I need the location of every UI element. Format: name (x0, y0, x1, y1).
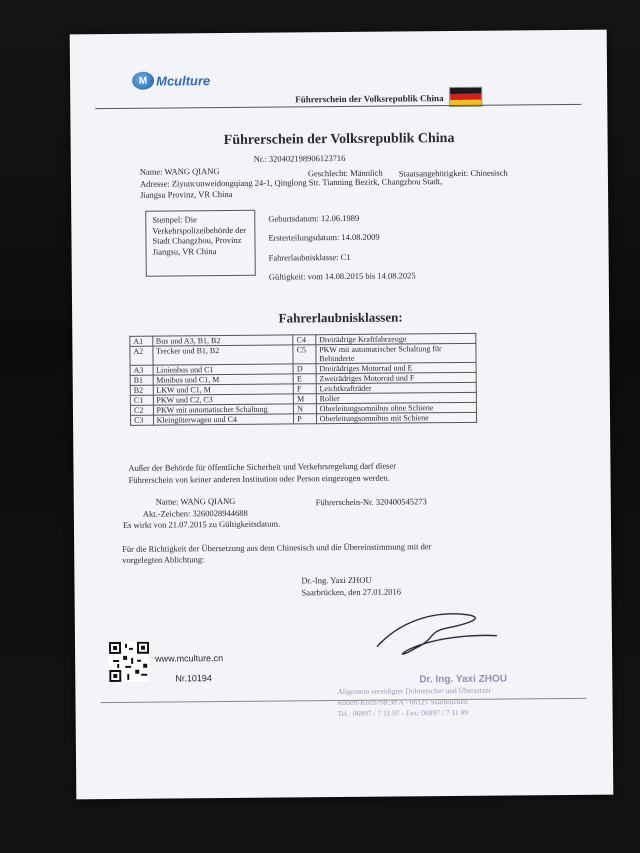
document-title: Führerschein der Volksrepublik China (223, 131, 455, 149)
table-cell: Roller (316, 392, 476, 403)
table-cell: PKW mit automatischer Schaltung (153, 404, 294, 415)
table-cell: A1 (130, 336, 153, 346)
table-cell: Oberleitungsomnibus ohne Schiene (316, 402, 476, 413)
license-classes-table (129, 333, 477, 426)
holder-address-line1: Adresse: Ziyuncunweidongqiang 24-1, Qinglong Str. Tianning Bezirk, Changzhou Stadt, (139, 176, 443, 189)
table-cell: Oberleitungsomnibus mit Schiene (316, 412, 476, 423)
table-cell: A2 (130, 346, 153, 365)
table-cell: PKW mit automatischer Schaltung für Behinderte (316, 343, 476, 363)
table-cell: C3 (130, 415, 153, 425)
header-title: Führerschein der Volksrepublik China (295, 93, 444, 105)
table-cell: C4 (293, 335, 316, 345)
logo-text: Mculture (156, 72, 211, 89)
license-class: Fahrerlaubnisklasse: C1 (268, 251, 351, 263)
table-cell: B2 (130, 385, 153, 395)
table-cell: PKW und C2, C3 (153, 394, 294, 405)
notice-license-number: Führerschein-Nr. 320400545273 (315, 496, 427, 508)
document-page (70, 30, 614, 800)
header-divider (95, 104, 581, 109)
notice-line2: Führerschein von keiner anderen Institution oder Person eingezogen werden. (128, 472, 390, 485)
footer-number: Nr.10194 (175, 673, 212, 684)
notice-line1: Außer der Behörde für öffentliche Sicherheit und Verkehrsregelung darf dieser (128, 460, 397, 473)
logo-icon: M (132, 72, 154, 90)
translator-name: Dr.-Ing. Yaxi ZHOU (301, 574, 372, 586)
table-cell: Kleingüterwagen und C4 (153, 414, 294, 425)
table-cell: Bus und A3, B1, B2 (152, 335, 293, 346)
license-number: Nr.: 320402198906123716 (253, 152, 346, 164)
translator-stamp-line1: Allgemein vereidigter Dolmetscher und Übersetzer (337, 685, 492, 697)
table-cell: Dreirädriges Motorrad und E (316, 362, 476, 373)
holder-name: Name: WANG QIANG (139, 166, 220, 177)
file-number: Akt.-Zeichen: 3260028944688 (142, 507, 248, 519)
holder-address-line2: Jiangsu Provinz, VR China (140, 188, 233, 200)
table-cell: Zweirädriges Motorrad und F (316, 372, 476, 383)
validity-period: Gültigkeit: vom 14.08.2015 bis 14.08.2025 (268, 270, 416, 282)
signature (367, 604, 508, 665)
table-cell: N (294, 404, 317, 414)
table-cell: E (293, 374, 316, 384)
table-cell: Linienbus und C1 (153, 364, 294, 375)
table-cell: C5 (293, 345, 316, 364)
translator-stamp-name: Dr. Ing. Yaxi ZHOU (419, 673, 507, 686)
place-date: Saarbrücken, den 27.01.2016 (301, 586, 401, 598)
qr-code-icon (109, 642, 149, 682)
stamp-box: Stempel: Die Verkehrspolizeibehörde der Stadt Changzhou, Provinz Jiangsu, VR China (145, 210, 256, 277)
table-cell: LKW und C1, M (153, 384, 294, 395)
table-cell: Minibus und C1, M (153, 374, 294, 385)
notice-name: Name: WANG QIANG (155, 495, 236, 507)
effective-date: Es wirkt von 21.07.2015 zu Gültigkeitsdatum. (122, 518, 281, 530)
table-cell: P (294, 414, 317, 424)
certification-line1: Für die Richtigkeit der Übersetzung aus dem Chinesisch und die Übereinstimmung mit der (122, 541, 432, 554)
table-cell: Trecker und B1, B2 (152, 345, 293, 365)
table-cell: Dreirädrige Kraftfahrzeuge (316, 333, 476, 344)
table-cell: F (293, 384, 316, 394)
holder-gender: Geschlecht: Männlich (307, 167, 383, 179)
translator-stamp-line3: Tel.: 06897 / 7 11 97 - Fax: 06897 / 7 11 99 (337, 707, 469, 719)
table-cell: M (294, 394, 317, 404)
table-cell: B1 (130, 375, 153, 385)
logo (132, 71, 210, 90)
first-issue-date: Ersterteilungsdatum: 14.08.2009 (268, 231, 380, 243)
holder-citizenship: Staatsangehörigkeit: Chinesisch (398, 167, 508, 179)
certification-line2: vorgelegten Ablichtung: (122, 554, 205, 565)
table-cell: C1 (130, 395, 153, 405)
classes-title: Fahrerlaubnisklassen: (278, 309, 403, 326)
table-cell: C2 (130, 405, 153, 415)
birth-date: Geburtsdatum: 12.06.1989 (268, 212, 360, 224)
translator-stamp-line2: Robert-Koch-Str.38 A - 66125 Saarbrücken (337, 696, 468, 708)
footer-url: www.mculture.cn (155, 653, 224, 664)
table-cell: D (293, 364, 316, 374)
table-cell: Leichtkrafträder (316, 382, 476, 393)
table-cell: A3 (130, 365, 153, 375)
